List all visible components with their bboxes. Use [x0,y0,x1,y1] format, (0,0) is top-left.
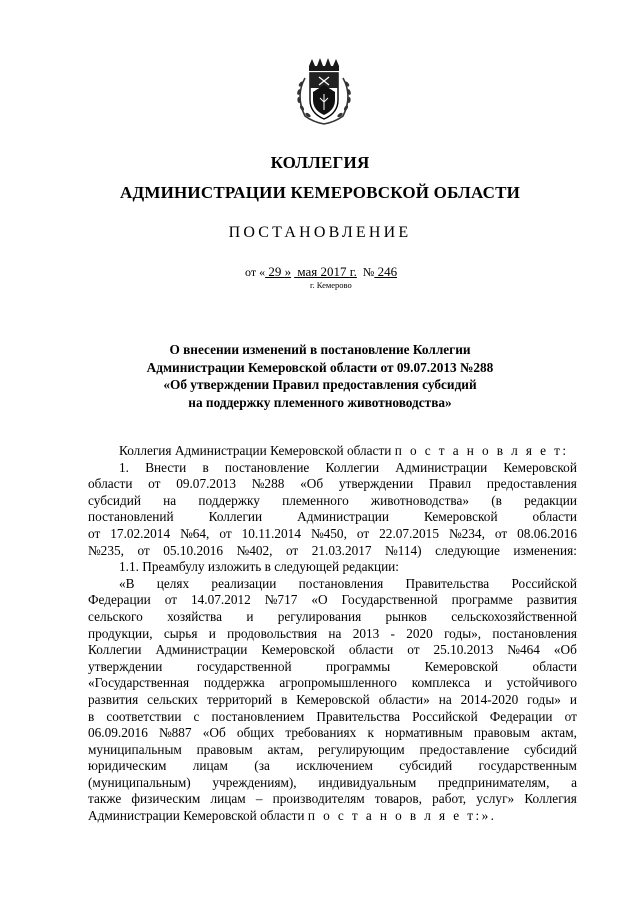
word: от [137,542,150,558]
word: 21.03.2017 [311,542,372,558]
word: Российской [412,708,478,724]
closing-text: Администрации Кемеровской области [88,808,305,824]
word: – [255,791,263,807]
word: Правительства [316,708,401,724]
word: области [348,642,394,658]
word: животноводства» [370,492,470,508]
quote-line [88,692,577,709]
word: комплекса [411,675,471,691]
word: от [356,525,370,541]
word: услуг» [476,791,515,807]
word: «Об [202,725,226,741]
word: 09.07.2013 [176,476,237,492]
word: сельских [147,691,198,707]
word: редакции [524,492,577,508]
word: (муниципальным) [88,774,191,790]
paragraph-1-line [88,476,577,493]
word: регулирования [277,608,362,624]
word: - [390,625,395,641]
word: предоставления [486,476,577,492]
word: юридическим [88,758,167,774]
word: 10.11.2014 [241,525,301,541]
word: Коллегии [325,459,380,475]
word: «О [311,592,328,608]
quote-line [88,775,577,792]
word: государственным [478,758,577,774]
word: №114) [385,542,422,558]
word: от [88,525,101,541]
word: с [193,708,200,724]
word: продукции, [88,625,153,641]
word: №234, [448,525,485,541]
word: Коллегии [88,642,142,658]
word: лицам [192,758,228,774]
word: 08.06.2016 [517,525,577,541]
quote-line [88,659,577,676]
word: также [88,791,122,807]
quote-line [88,758,577,775]
word: постановление [224,459,310,475]
title-line: на поддержку племенного животноводства» [188,394,452,410]
word: 17.02.2014 [110,525,171,541]
word: учреждениям), [212,774,297,790]
word: утверждении [338,476,414,492]
word: Внести [145,459,187,475]
word: товаров, [374,791,422,807]
quote-line [88,609,577,626]
word: Администрации [297,509,390,525]
quote-line [88,675,577,692]
word: 1. [119,459,129,475]
word: Администрации [155,642,248,658]
word: №887 [158,725,192,741]
quote-line [88,742,577,759]
word: нормативным [385,725,463,741]
word: 2014-2020 [460,691,519,707]
header-collegium: КОЛЛЕГИЯ [270,153,370,172]
quote-line [88,709,577,726]
word: №464 [507,642,540,658]
quote-line [88,576,577,593]
date-year-suffix: г. [349,264,357,279]
word: и [484,675,492,691]
city-label: г. Кемерово [310,280,352,290]
word: от [407,642,420,658]
word: (за [254,758,270,774]
word: Коллегия [524,791,577,807]
word: на [328,625,342,641]
word: программы [326,658,391,674]
word: (в [491,492,502,508]
word: реализации [211,575,277,591]
word: поддержку [198,492,260,508]
kemerovo-coat-of-arms-icon [293,58,355,126]
title-line: Администрации Кемеровской области от 09.07.2013 №288 [146,359,494,375]
quote-line [88,626,577,643]
word: целях [156,575,190,591]
word: правовым [473,725,531,741]
word: Российской [511,575,577,591]
word: предоставление [419,741,510,757]
word: муниципальным [88,741,182,757]
paragraph-1-line [88,493,577,510]
word: 14.07.2012 [190,592,251,608]
word: рынков [385,608,427,624]
word: Правил [429,476,472,492]
word: «Об [300,476,324,492]
quote-line [88,791,577,808]
word: и [246,608,254,624]
word: от [219,525,232,541]
word: от [164,592,178,608]
date-quote-close: » [284,264,292,279]
word: области [88,476,133,492]
word: Федерации [88,592,151,608]
word: к [367,725,374,741]
document-type: ПОСТАНОВЛЕНИЕ [228,224,412,241]
word: физическим [131,791,201,807]
word: Федерации [489,708,553,724]
word: и [208,625,216,641]
word: №64, [180,525,210,541]
word: Кемеровской [424,658,499,674]
word: сырья [163,625,198,641]
word: устойчивого [506,675,577,691]
word: развития [88,691,139,707]
word: области» [378,691,430,707]
paragraph-1-1: 1.1. Преамбулу изложить в следующей редакции: [119,559,399,575]
word: №717 [264,592,298,608]
word: утверждении [88,658,163,674]
word: сельского [88,608,143,624]
word: 25.10.2013 [433,642,494,658]
document-title [90,341,550,411]
paragraph-1-line [88,543,577,560]
word: продовольствия [227,625,318,641]
word: области [532,658,577,674]
date-month-year: мая 2017 [294,264,350,279]
word: «Государственная [88,675,190,691]
word: территорий [206,691,273,707]
word: племенного [282,492,349,508]
word: 2013 [352,625,380,641]
word: Кемеровской [503,459,577,475]
number-label: № [362,265,375,279]
word: субсидий [88,492,141,508]
word: Государственной [341,592,438,608]
word: предпринимателям, [437,774,550,790]
word: от [494,525,508,541]
date-day: 29 [265,264,285,279]
date-from-label: от « [245,265,266,279]
word: индивидуальным [318,774,417,790]
word: 06.09.2016 [88,725,148,741]
word: годы», [444,625,482,641]
word: в [88,708,95,724]
paragraph-1-line [88,460,577,477]
word: соответствии [106,708,182,724]
word: и [569,691,577,707]
word: изменения: [513,542,577,558]
word: на [163,492,177,508]
word: 2020 [406,625,433,641]
word: годы» [527,691,561,707]
word: постановления [298,575,384,591]
word: развития [526,592,577,608]
word: Кемеровской [424,509,498,525]
intro-text: Коллегия Администрации Кемеровской области [119,443,392,458]
word: от [148,476,161,492]
word: от [564,708,577,724]
word: правовым [196,741,253,757]
header-administration: АДМИНИСТРАЦИИ КЕМЕРОВСКОЙ ОБЛАСТИ [119,183,521,202]
word: постановлений [88,509,174,525]
word: субсидий [399,758,453,774]
word: №450, [310,525,347,541]
word: государственной [196,658,292,674]
word: постановлением [211,708,305,724]
word: «Об [553,642,577,658]
word: Коллегии [208,509,263,525]
closing-decree-word: п о с т а н о в л я е т:». [307,808,497,824]
word: от [285,542,299,558]
quote-line [88,642,577,659]
word: исключением [296,758,373,774]
word: №235, [88,542,124,558]
word: агропромышленного [279,675,397,691]
word: программе [451,592,513,608]
word: области [532,509,577,525]
title-line: О внесении изменений в постановление Коллегии [169,342,471,357]
document-number: 246 [374,264,398,279]
date-number-line [245,264,397,280]
word: требованиях [285,725,357,741]
word: постановления [492,625,577,641]
word: сельскохозяйственной [451,608,577,624]
intro-decree-word: п о с т а н о в л я е т: [394,443,569,458]
word: а [571,774,577,790]
paragraph-1-line [88,509,577,526]
word: субсидий [523,741,577,757]
word: №402, [236,542,273,558]
quote-line [88,592,577,609]
word: в [202,459,209,475]
title-line: «Об утверждении Правил предоставления субсидий [163,377,477,393]
word: производителям [272,791,365,807]
word: Кемеровской [296,691,370,707]
word: регулирующим [318,741,405,757]
word: лицам [210,791,246,807]
paragraph-1-line [88,526,577,543]
word: Кемеровской [261,642,335,658]
document-body [88,443,577,825]
word: актам, [267,741,304,757]
quote-line [88,725,577,742]
word: №288 [251,476,285,492]
word: следующие [435,542,500,558]
word: на [438,691,452,707]
closing-line [88,808,577,825]
word: 22.07.2015 [379,525,439,541]
word: актам, [541,725,577,741]
word: общих [236,725,275,741]
word: 05.10.2016 [163,542,224,558]
word: Администрации [395,459,488,475]
word: Правительства [405,575,490,591]
word: работ, [432,791,467,807]
word: поддержка [203,675,265,691]
word: «В [119,575,135,591]
word: хозяйства [167,608,223,624]
word: в [281,691,288,707]
intro-paragraph [88,443,577,460]
